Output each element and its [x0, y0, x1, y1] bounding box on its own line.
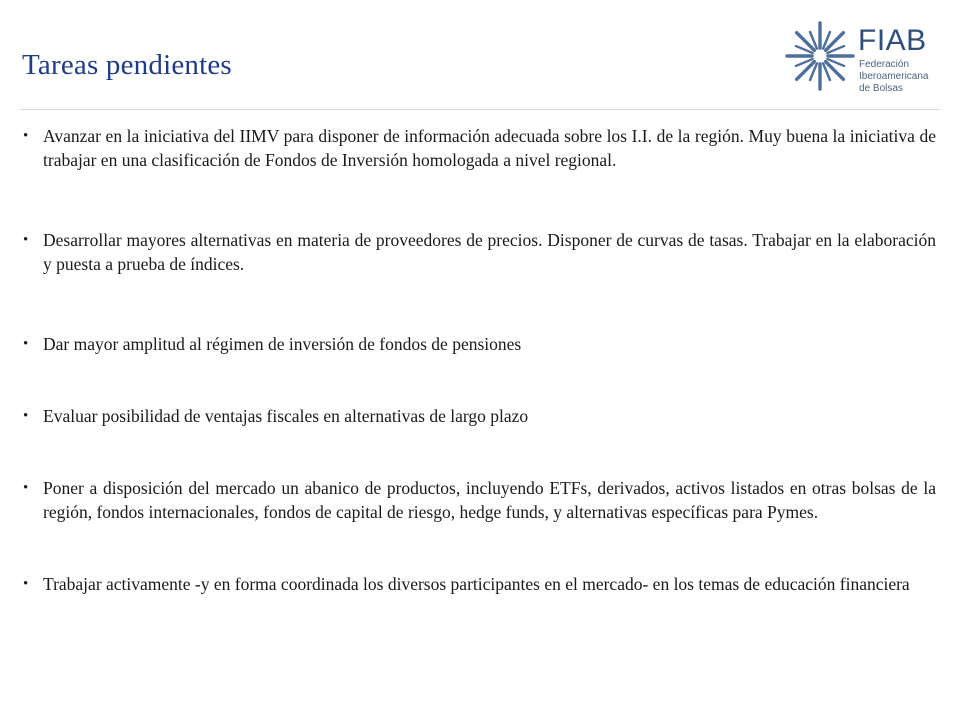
list-item-text: Poner a disposición del mercado un abanico de productos, incluyendo ETFs, derivados, activos listados en otras bolsas de la región, fondos internacionales, fondos de capital de riesgo, hedge funds, y alternativas específicas para Pymes.: [43, 478, 936, 522]
bullet-icon: •: [23, 128, 29, 144]
logo-subtitle: [859, 59, 928, 95]
logo-subtitle-line: Federación: [859, 59, 910, 70]
bullet-icon: •: [23, 480, 29, 496]
starburst-icon: [784, 12, 856, 104]
list-item-text: Trabajar activamente -y en forma coordinada los diversos participantes en el mercado- en los temas de educación financiera: [43, 574, 910, 594]
list-item: [22, 332, 936, 356]
list-item-text: Avanzar en la iniciativa del IIMV para disponer de información adecuada sobre los I.I. de la región. Muy buena la iniciativa de trabajar en una clasificación de Fondos de Inversión homologada a nivel regional.: [43, 126, 936, 170]
bullet-icon: •: [23, 232, 29, 248]
logo-subtitle-line: Iberoamericana: [859, 71, 929, 82]
list-item-text: Dar mayor amplitud al régimen de inversión de fondos de pensiones: [43, 334, 522, 354]
bullet-list: [22, 124, 936, 596]
list-item-text: Desarrollar mayores alternativas en materia de proveedores de precios. Disponer de curvas de tasas. Trabajar en la elaboración y puesta a prueba de índices.: [43, 230, 936, 274]
list-item-text: Evaluar posibilidad de ventajas fiscales en alternativas de largo plazo: [43, 406, 529, 426]
page-title: Tareas pendientes: [22, 49, 232, 82]
list-item: [22, 404, 936, 428]
list-item: [22, 476, 936, 524]
header-divider: [20, 109, 940, 110]
bullet-icon: •: [23, 336, 29, 352]
fiab-logo: [784, 12, 944, 104]
bullet-icon: •: [23, 576, 29, 592]
list-item: [22, 228, 936, 276]
logo-wordmark: FIAB: [858, 24, 927, 57]
bullet-icon: •: [23, 408, 29, 424]
list-item: [22, 124, 936, 172]
list-item: [22, 572, 936, 596]
logo-subtitle-line: de Bolsas: [859, 83, 903, 94]
